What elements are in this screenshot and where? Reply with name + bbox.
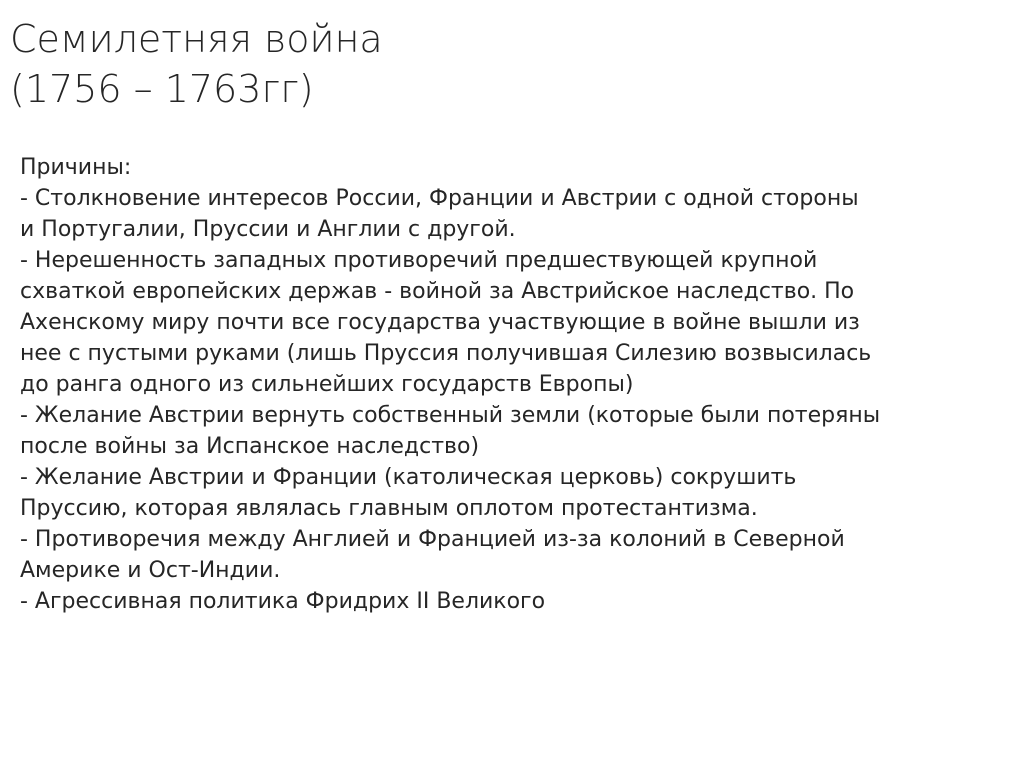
body-line: - Желание Австрии вернуть собственный земли (которые были потеряны	[20, 403, 881, 428]
body-line: схваткой европейских держав - войной за Австрийское наследство. По	[20, 279, 855, 304]
body-line: Америке и Ост-Индии.	[20, 558, 281, 583]
body-line: - Противоречия между Англией и Францией из-за колоний в Северной	[20, 527, 845, 552]
slide-title	[10, 14, 910, 114]
body-line: - Нерешенность западных противоречий предшествующей крупной	[20, 248, 818, 273]
slide-body-text	[20, 152, 1020, 617]
body-line: - Желание Австрии и Франции (католическая церковь) сокрушить	[20, 465, 797, 490]
body-line: Ахенскому миру почти все государства участвующие в войне вышли из	[20, 310, 860, 335]
body-line: нее с пустыми руками (лишь Пруссия получившая Силезию возвысилась	[20, 341, 872, 366]
title-line-2: (1756 – 1763гг)	[10, 67, 314, 111]
body-line: до ранга одного из сильнейших государств Европы)	[20, 372, 634, 397]
body-heading-causes: Причины:	[20, 155, 132, 180]
body-line: - Агрессивная политика Фридрих II Великого	[20, 589, 546, 614]
body-line: и Португалии, Пруссии и Англии с другой.	[20, 217, 516, 242]
title-line-1: Семилетняя война	[10, 17, 383, 61]
body-line: после войны за Испанское наследство)	[20, 434, 480, 459]
body-line: - Столкновение интересов России, Франции и Австрии с одной стороны	[20, 186, 859, 211]
body-line: Пруссию, которая являлась главным оплотом протестантизма.	[20, 496, 758, 521]
